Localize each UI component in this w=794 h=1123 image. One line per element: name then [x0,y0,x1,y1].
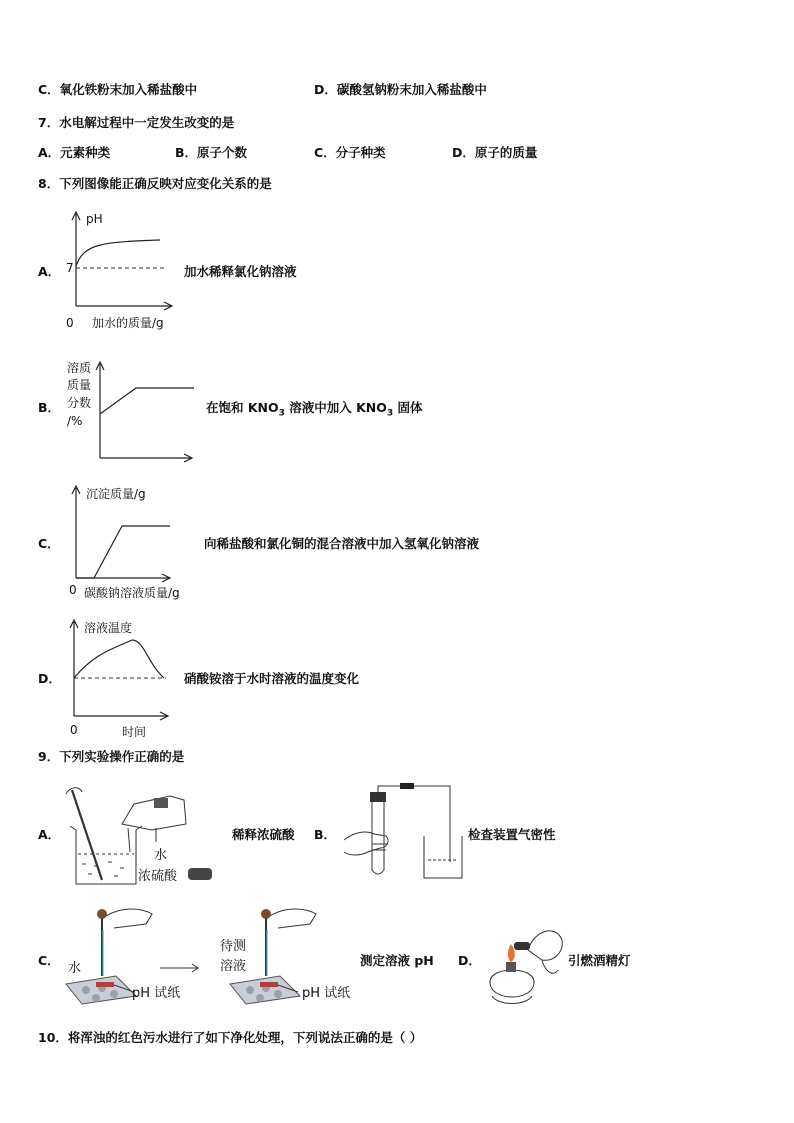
q8-d-letter: D． [38,671,61,686]
q10-stem: 10．将浑浊的红色污水进行了如下净化处理，下列说法正确的是（ ） [38,1030,423,1045]
q7-stem: 7．水电解过程中一定发生改变的是 [38,115,235,130]
q9-c-label-solution-2: 溶液 [220,959,247,974]
q8-b-ylabel-1: 溶质 [67,361,92,375]
q9-d-desc: 引燃酒精灯 [568,953,631,968]
q8-d-desc: 硝酸铵溶于水时溶液的温度变化 [184,671,360,686]
q8-a-tick-7: 7 [66,261,74,275]
q7-option-d: D．原子的质量 [452,145,538,160]
q9-stem: 9．下列实验操作正确的是 [38,749,185,764]
q7-option-a: A．元素种类 [38,145,111,160]
q9-a-label-acid: 浓硫酸 [138,869,178,884]
q7-option-b: B．原子个数 [175,145,248,160]
q8-b-graph [96,362,196,462]
q8-c-origin: 0 [69,583,77,597]
q8-c-xlabel: 碳酸钠溶液质量/g [84,586,180,600]
q8-b-ylabel-3: 分数 [67,396,92,410]
q9-b-desc: 检查装置气密性 [468,827,556,842]
q9-c-label-ph-paper-2: pH 试纸 [302,986,351,1001]
q9-a-label-water: 水 [154,848,168,863]
q9-a-letter: A． [38,827,61,842]
q8-d-graph [60,618,190,742]
q8-d-origin: 0 [70,723,78,737]
q8-a-xlabel: 加水的质量/g [92,316,164,330]
q8-b-ylabel-2: 质量 [67,378,92,392]
q9-d-letter: D． [458,953,481,968]
q8-a-ylabel: pH [86,212,103,226]
q9-d-alcohol-lamp-illustration [484,922,566,1010]
q9-a-desc: 稀释浓硫酸 [232,827,295,842]
q8-b-letter: B． [38,400,61,415]
q8-c-letter: C． [38,536,60,551]
q9-c-letter: C． [38,953,60,968]
q8-d-xlabel: 时间 [122,725,147,739]
q9-c-arrow-icon [160,962,202,974]
q8-a-desc: 加水稀释氯化钠溶液 [184,264,297,279]
q6-option-c: C．氧化铁粉末加入稀盐酸中 [38,82,198,97]
q8-stem: 8．下列图像能正确反映对应变化关系的是 [38,176,272,191]
q8-a-origin: 0 [66,316,74,330]
q8-d-ylabel: 溶液温度 [84,621,133,635]
q8-c-desc: 向稀盐酸和氯化铜的混合溶液中加入氢氧化钠溶液 [204,536,480,551]
q8-a-letter: A． [38,264,61,279]
q9-b-letter: B． [314,827,337,842]
q8-a-graph [60,208,190,338]
q6-option-d: D．碳酸氢钠粉末加入稀盐酸中 [314,82,487,97]
q9-c-label-solution-1: 待测 [220,939,247,954]
q9-b-airtightness-illustration [340,778,470,882]
q7-option-c: C．分子种类 [314,145,386,160]
q8-b-ylabel-4: /% [67,414,83,428]
q8-c-graph [60,484,200,604]
q8-c-ylabel: 沉淀质量/g [86,487,146,501]
q9-c-label-water: 水 [68,961,82,976]
q9-c-label-ph-paper-1: pH 试纸 [132,986,181,1001]
q9-c-desc: 测定溶液 pH [360,953,434,968]
q8-b-desc: 在饱和 $KNO_3$ 溶液中加入 $KNO_3$ 固体 [206,400,423,419]
